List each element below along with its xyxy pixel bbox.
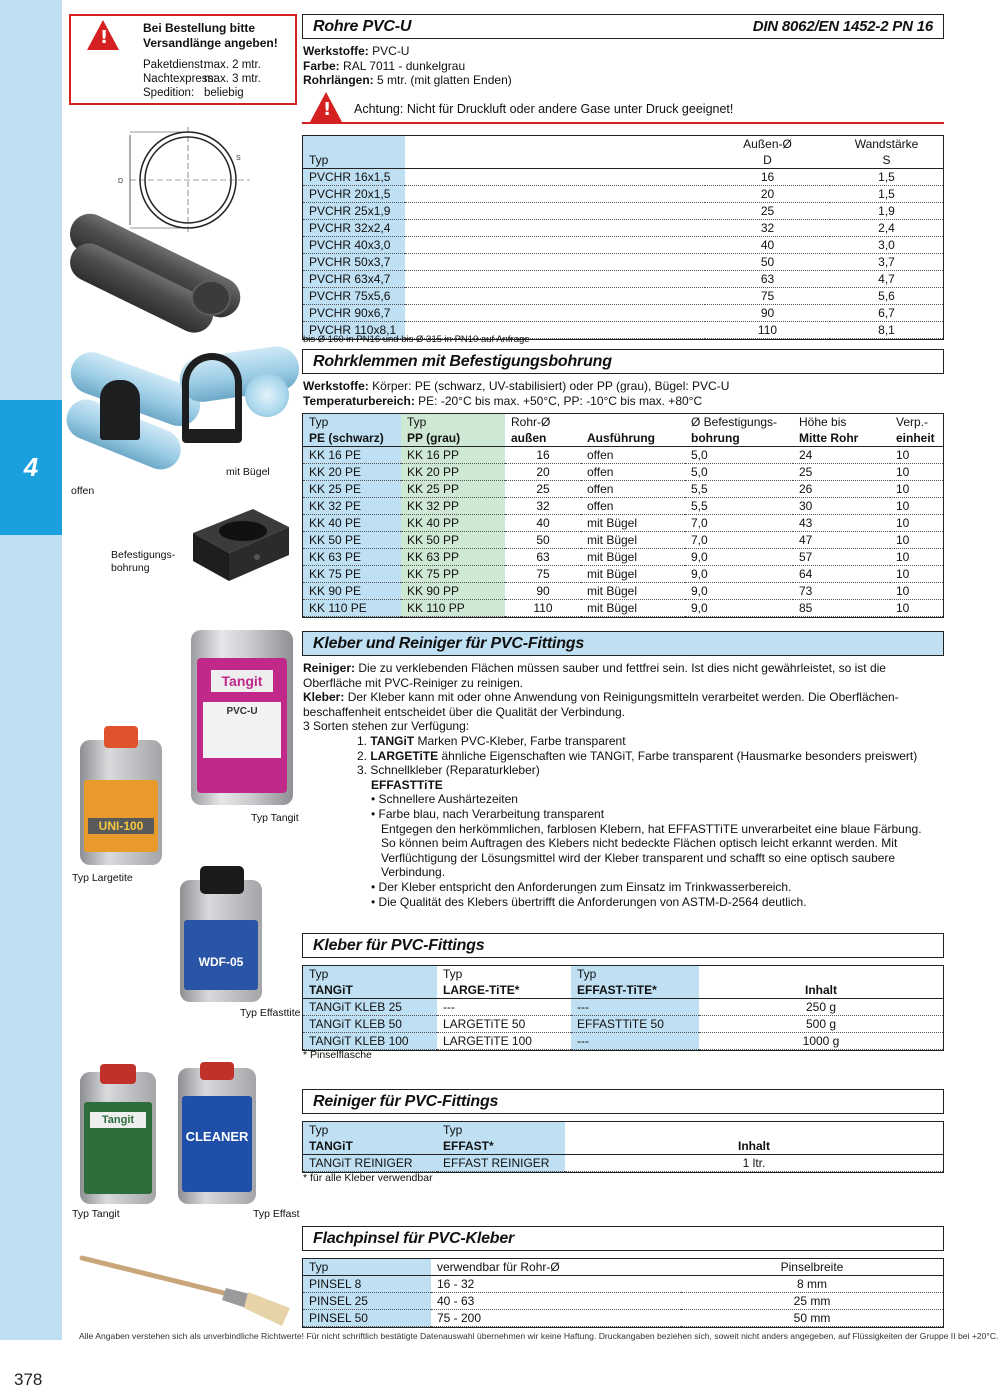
shipping-row: Spedition: beliebig	[143, 87, 244, 99]
table-cell: 10	[890, 583, 943, 600]
table-row	[303, 237, 943, 254]
table-cell: PVCHR 32x2,4	[303, 220, 405, 237]
table-cell: KK 32 PE	[303, 498, 401, 515]
table-cell: 2,4	[830, 220, 943, 237]
table-header: Typ	[577, 967, 597, 982]
clamps-header	[302, 349, 944, 374]
table-cell: mit Bügel	[581, 583, 685, 600]
table-cell: 50	[705, 254, 830, 271]
standard-label: DIN 8062/EN 1452-2 PN 16	[752, 18, 933, 35]
clamp-body-photo	[185, 505, 293, 585]
table-cell: 5,5	[685, 498, 793, 515]
table-cell: KK 32 PP	[401, 498, 505, 515]
table-header: Typ	[309, 1123, 329, 1138]
table-cell: 90	[705, 305, 830, 322]
table-cell: mit Bügel	[581, 532, 685, 549]
reiniger-table	[302, 1121, 944, 1173]
table-cell: 5,0	[685, 447, 793, 464]
table-cell: mit Bügel	[581, 515, 685, 532]
table-cell: 75 - 200	[431, 1310, 681, 1327]
table-cell: 5,5	[685, 481, 793, 498]
table-cell: PVCHR 90x6,7	[303, 305, 405, 322]
table-header: Typ	[309, 415, 329, 430]
table-cell: offen	[581, 498, 685, 515]
spacer	[405, 169, 705, 186]
table-cell: 16	[505, 447, 581, 464]
table-cell: 50 mm	[681, 1310, 943, 1327]
pipes-table: Außen-Ø Wandstärke Typ D S PVCHR 16x1,5 16 1,5 PVCHR 20x1,5 20 1,5 PVCHR 25x1,9 25 1,9 PVCHR 32x2,4 32 2,4 PVCHR 40x3,0 40 3,0 PVCHR 50x3,7 50 3,7 PVCHR 63x4,7 63 4,7 PVCHR 75x5,6 75 5,6 PVCHR 90x6,7 90 6,7 PVCHR 110x8,1 110 8,1	[302, 135, 944, 340]
table-header: bohrung	[685, 430, 793, 447]
table-header: Inhalt	[699, 982, 943, 999]
tangit-can-photo: Tangit PVC-U	[191, 630, 293, 805]
section-title: Rohre PVC-U	[313, 17, 412, 35]
table-cell: 10	[890, 481, 943, 498]
spacer	[405, 220, 705, 237]
table-cell: 110	[705, 322, 830, 339]
table-cell: 32	[705, 220, 830, 237]
table-cell: mit Bügel	[581, 600, 685, 617]
table-cell: TANGiT KLEB 50	[303, 1016, 437, 1033]
table-cell: 32	[505, 498, 581, 515]
table-cell: 63	[505, 549, 581, 566]
svg-text:D: D	[118, 178, 124, 185]
table-cell: 16 - 32	[431, 1276, 681, 1293]
table-row	[303, 1310, 943, 1327]
clamps-specs: Werkstoffe: Körper: PE (schwarz, UV-stabilisiert) oder PP (grau), Bügel: PVC-U Temperaturbereich: PE: -20°C bis max. +50°C, PP: -10°C bis max. +80°C	[303, 379, 730, 408]
order-note-box	[69, 14, 297, 105]
table-cell: 75	[505, 566, 581, 583]
pipe-cross-section-drawing	[110, 125, 260, 235]
pipes-header	[302, 14, 944, 39]
order-note-title: Bei Bestellung bitte	[143, 21, 256, 35]
pipes-specs: Werkstoffe: PVC-U Farbe: RAL 7011 - dunkelgrau Rohrlängen: 5 mtr. (mit glatten Enden)	[303, 44, 512, 88]
section-title: Flachpinsel für PVC-Kleber	[313, 1229, 515, 1247]
gas-warning: ! Achtung: Nicht für Druckluft oder andere Gase unter Druck geeignet!	[302, 96, 944, 124]
table-cell: 47	[793, 532, 890, 549]
table-cell: LARGETiTE 100	[437, 1033, 571, 1050]
table-cell: PVCHR 16x1,5	[303, 169, 405, 186]
table-header: TANGiT	[303, 1138, 437, 1155]
table-cell: PINSEL 8	[303, 1276, 431, 1293]
table-header: Mitte Rohr	[793, 430, 890, 447]
table-cell: 7,0	[685, 532, 793, 549]
caption: mit Bügel	[226, 466, 270, 478]
table-cell: TANGiT KLEB 25	[303, 999, 437, 1016]
table-cell: 43	[793, 515, 890, 532]
table-row	[303, 1155, 943, 1172]
table-row	[303, 1033, 943, 1050]
table-cell: 10	[890, 600, 943, 617]
table-cell: KK 20 PE	[303, 464, 401, 481]
table-cell: PVCHR 63x4,7	[303, 271, 405, 288]
table-cell: KK 110 PE	[303, 600, 401, 617]
table-cell: 5,0	[685, 464, 793, 481]
table-cell: mit Bügel	[581, 549, 685, 566]
table-cell: 4,7	[830, 271, 943, 288]
table-row	[303, 305, 943, 322]
table-header: Typ	[309, 967, 329, 982]
table-cell: 40	[705, 237, 830, 254]
table-cell: PVCHR 40x3,0	[303, 237, 405, 254]
table-cell: KK 16 PE	[303, 447, 401, 464]
table-cell: PVCHR 50x3,7	[303, 254, 405, 271]
shipping-row: Nachtexpress:max. 3 mtr.	[143, 73, 261, 85]
section-title: Reiniger für PVC-Fittings	[313, 1092, 499, 1110]
glue-header	[302, 631, 944, 656]
table-cell: KK 40 PE	[303, 515, 401, 532]
table-row	[303, 288, 943, 305]
table-cell: 90	[505, 583, 581, 600]
table-cell: KK 20 PP	[401, 464, 505, 481]
table-cell: KK 90 PP	[401, 583, 505, 600]
table-row	[303, 1016, 943, 1033]
table-header	[565, 1122, 943, 1138]
table-cell: 26	[793, 481, 890, 498]
caption: Typ Effast	[253, 1208, 300, 1220]
spacer	[405, 203, 705, 220]
table-cell: 9,0	[685, 549, 793, 566]
table-cell: 10	[890, 566, 943, 583]
table-cell: ---	[571, 1033, 699, 1050]
table-row	[303, 271, 943, 288]
glue-description: Reiniger: Die zu verklebenden Flächen müssen sauber und fettfrei sein. Ist dies nicht gewährleistet, so ist die Oberfläche mit PVC-Reiniger zu reinigen. Kleber: Der Kleber kann mit oder ohne Anwendung von Reinigungsmitteln verarbeitet werden. Die Oberflächen- beschaffenheit entscheidet über die Qualität der Verbindung. 3 Sorten stehen zur Verfügung: 1. TANGiT Marken PVC-Kleber, Farbe transparent 2. LARGETiTE ähnliche Eigenschaften wie TANGiT, Farbe transparent (Hausmarke besonders preiswert) 3. Schnellkleber (Reparaturkleber) EFFASTTiTE • Schnellere Aushärtezeiten • Farbe blau, nach Verarbeitung transparent Entgegen den herkömmlichen, farblosen Klebern, hat EFFASTTiTE unverarbeitet eine blaue Färbung. So können beim Auftragen des Klebers nicht bedeckte Flächen optisch leicht erkannt werden. Mit Verflüchtigung der Lösungsmittel wird der Kleber transparent und schafft so eine optisch saubere Verbindung. • Der Kleber entspricht den Anforderungen zum Einsatz im Trinkwasserbereich. • Die Qualität des Klebers übertrifft die Anforderungen von ASTM-D-2564 deutlich.	[303, 661, 922, 909]
table-header: Typ	[443, 967, 463, 982]
table-cell: offen	[581, 447, 685, 464]
table-cell: 6,7	[830, 305, 943, 322]
kleber-header	[302, 933, 944, 958]
spacer	[405, 186, 705, 203]
chapter-number: 4	[23, 452, 39, 482]
pipe-clamp-photo	[100, 380, 140, 440]
table-cell: 10	[890, 447, 943, 464]
table-cell: TANGiT KLEB 100	[303, 1033, 437, 1050]
table-header: LARGE-TiTE*	[437, 982, 571, 999]
page-number: 378	[14, 1370, 43, 1389]
spacer	[405, 254, 705, 271]
table-cell: KK 75 PE	[303, 566, 401, 583]
table-cell: 50	[505, 532, 581, 549]
table-cell: PVCHR 25x1,9	[303, 203, 405, 220]
table-cell: 85	[793, 600, 890, 617]
table-header: PP (grau)	[401, 430, 505, 447]
table-cell: 5,6	[830, 288, 943, 305]
table-cell: 16	[705, 169, 830, 186]
spacer	[405, 305, 705, 322]
table-cell: 9,0	[685, 566, 793, 583]
brush-photo	[78, 1250, 298, 1330]
table-row	[303, 498, 943, 515]
kleber-table	[302, 965, 944, 1051]
table-cell: 25	[705, 203, 830, 220]
tangit-cleaner-can-photo: Tangit	[80, 1072, 156, 1204]
table-cell: mit Bügel	[581, 566, 685, 583]
table-row	[303, 186, 943, 203]
table-cell: 25	[793, 464, 890, 481]
table-cell: EFFAST REINIGER	[437, 1155, 565, 1172]
table-cell: 500 g	[699, 1016, 943, 1033]
table-header: EFFAST-TiTE*	[571, 982, 699, 999]
pipe-end-icon	[245, 373, 289, 417]
table-cell: 73	[793, 583, 890, 600]
table-row	[303, 566, 943, 583]
pinsel-table	[302, 1258, 944, 1328]
table-cell: KK 50 PP	[401, 532, 505, 549]
table-cell: PVCHR 20x1,5	[303, 186, 405, 203]
table-cell: TANGiT REINIGER	[303, 1155, 437, 1172]
effast-cleaner-can-photo: CLEANER	[178, 1068, 256, 1204]
table-header: Inhalt	[565, 1138, 943, 1155]
table-cell: 8 mm	[681, 1276, 943, 1293]
table-cell: 75	[705, 288, 830, 305]
chapter-tab[interactable]	[0, 400, 62, 535]
table-cell: 3,7	[830, 254, 943, 271]
table-header: Ø Befestigungs-	[691, 415, 778, 430]
table-header: Ausführung	[581, 430, 685, 447]
table-cell: PINSEL 50	[303, 1310, 431, 1327]
pinsel-header	[302, 1226, 944, 1251]
table-row	[303, 464, 943, 481]
table-cell: KK 63 PE	[303, 549, 401, 566]
table-header: Typ	[303, 1259, 431, 1276]
table-cell: 10	[890, 549, 943, 566]
shipping-row: Paketdienst:max. 2 mtr.	[143, 59, 261, 71]
table-cell: 64	[793, 566, 890, 583]
sidebar-strip	[0, 0, 62, 1340]
svg-text:S: S	[236, 155, 241, 162]
table-cell: 3,0	[830, 237, 943, 254]
table-cell: PVCHR 110x8,1	[303, 322, 405, 339]
table-cell: 20	[705, 186, 830, 203]
table-header	[581, 414, 685, 430]
table-row	[303, 254, 943, 271]
table-cell: 7,0	[685, 515, 793, 532]
table-cell: KK 90 PE	[303, 583, 401, 600]
table-cell: 25 mm	[681, 1293, 943, 1310]
spacer	[405, 237, 705, 254]
table-header	[699, 966, 943, 982]
table-cell: 10	[890, 515, 943, 532]
table-cell: offen	[581, 464, 685, 481]
table-cell: 9,0	[685, 583, 793, 600]
pipe-clamp-photo	[182, 353, 242, 443]
table-cell: 40	[505, 515, 581, 532]
table-cell: EFFASTTiTE 50	[571, 1016, 699, 1033]
pipe-end-icon	[191, 280, 231, 316]
table-cell: 24	[793, 447, 890, 464]
table-cell: 1,5	[830, 169, 943, 186]
order-note-title-2: Versandlänge angeben!	[143, 36, 278, 50]
table-cell: 1,5	[830, 186, 943, 203]
section-title: Rohrklemmen mit Befestigungsbohrung	[313, 352, 612, 370]
table-row	[303, 515, 943, 532]
table-cell: 40 - 63	[431, 1293, 681, 1310]
effasttite-can-photo: WDF-05	[180, 880, 262, 1002]
caption: Typ Tangit	[72, 1208, 120, 1220]
table-row	[303, 481, 943, 498]
table-cell: 25	[505, 481, 581, 498]
table-cell: KK 16 PP	[401, 447, 505, 464]
table-header: verwendbar für Rohr-Ø	[431, 1259, 681, 1276]
table-header: Pinselbreite	[681, 1259, 943, 1276]
table-cell: 57	[793, 549, 890, 566]
table-cell: 9,0	[685, 600, 793, 617]
table-cell: 20	[505, 464, 581, 481]
table-cell: KK 110 PP	[401, 600, 505, 617]
table-cell: 1000 g	[699, 1033, 943, 1050]
table-row	[303, 549, 943, 566]
reiniger-header	[302, 1089, 944, 1114]
table-cell: 10	[890, 464, 943, 481]
warning-icon: !	[87, 20, 119, 50]
table-cell: 8,1	[830, 322, 943, 339]
table-cell: 110	[505, 600, 581, 617]
table-cell: 250 g	[699, 999, 943, 1016]
table-header: Typ	[443, 1123, 463, 1138]
table-header: PE (schwarz)	[303, 430, 401, 447]
table-header: außen	[505, 430, 581, 447]
caption: Befestigungs- bohrung	[111, 549, 176, 574]
table-row	[303, 169, 943, 186]
table-cell: 1 ltr.	[565, 1155, 943, 1172]
table-cell: 30	[793, 498, 890, 515]
table-cell: KK 25 PP	[401, 481, 505, 498]
table-cell: KK 50 PE	[303, 532, 401, 549]
reiniger-note: * für alle Kleber verwendbar	[303, 1172, 433, 1184]
table-cell: KK 75 PP	[401, 566, 505, 583]
warning-icon: !	[310, 92, 342, 122]
table-row	[303, 1293, 943, 1310]
table-header: Typ	[407, 415, 427, 430]
table-row	[303, 447, 943, 464]
kleber-note: * Pinselflasche	[303, 1049, 372, 1061]
table-cell: 63	[705, 271, 830, 288]
caption: Typ Effasttite	[240, 1007, 301, 1019]
table-cell: KK 63 PP	[401, 549, 505, 566]
footer-disclaimer: Alle Angaben verstehen sich als unverbindliche Richtwerte! Für nicht schriftlich bestätigte Datenauswahl übernehmen wir keine Haftung. Druckangaben beziehen sich, soweit nicht anders angegeben, auf Flüssigkeiten der Gruppe II bei +20°C.	[79, 1331, 999, 1341]
table-cell: LARGETiTE 50	[437, 1016, 571, 1033]
spacer	[405, 271, 705, 288]
table-header: Verp.-	[896, 415, 929, 430]
caption: Typ Tangit	[251, 812, 299, 824]
clamps-table	[302, 413, 944, 618]
table-header: einheit	[890, 430, 943, 447]
table-row	[303, 999, 943, 1016]
table-cell: ---	[571, 999, 699, 1016]
spacer	[405, 288, 705, 305]
table-row	[303, 600, 943, 617]
caption: offen	[71, 485, 95, 497]
caption: Typ Largetite	[72, 872, 133, 884]
table-header: Höhe bis	[799, 415, 847, 430]
table-cell: PINSEL 25	[303, 1293, 431, 1310]
table-cell: offen	[581, 481, 685, 498]
table-row	[303, 203, 943, 220]
section-title: Kleber für PVC-Fittings	[313, 936, 485, 954]
table-cell: KK 40 PP	[401, 515, 505, 532]
table-cell: ---	[437, 999, 571, 1016]
pipes-note: bis Ø 160 in PN16 und bis Ø 315 in PN10 auf Anfrage	[303, 334, 530, 345]
section-title: Kleber und Reiniger für PVC-Fittings	[313, 634, 585, 652]
table-header: Rohr-Ø	[511, 415, 551, 430]
table-row	[303, 532, 943, 549]
table-cell: 10	[890, 532, 943, 549]
table-row	[303, 220, 943, 237]
largetite-can-photo: UNI-100	[80, 740, 162, 865]
table-row	[303, 1276, 943, 1293]
table-cell: PVCHR 75x5,6	[303, 288, 405, 305]
table-cell: 1,9	[830, 203, 943, 220]
table-cell: KK 25 PE	[303, 481, 401, 498]
table-header: EFFAST*	[437, 1138, 565, 1155]
table-cell: 10	[890, 498, 943, 515]
table-header: TANGiT	[303, 982, 437, 999]
table-row	[303, 583, 943, 600]
